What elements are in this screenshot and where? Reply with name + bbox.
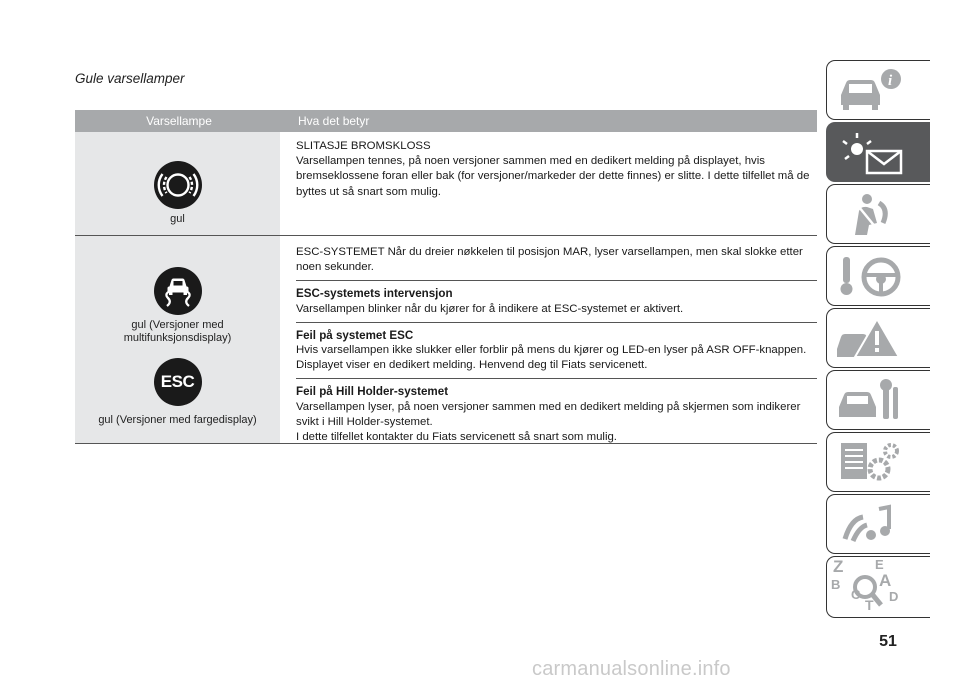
meaning-heading: Feil på systemet ESC xyxy=(296,328,414,342)
index-letter: B xyxy=(831,577,841,592)
index-letter: D xyxy=(889,589,899,604)
index-letter: A xyxy=(879,571,892,590)
warning-lights-table xyxy=(75,110,817,444)
tab-emergency[interactable] xyxy=(826,308,930,368)
meaning-block xyxy=(296,322,817,379)
esc-text-icon xyxy=(153,357,203,407)
header-meaning: Hva det betyr xyxy=(298,114,370,128)
car-info-icon xyxy=(833,65,925,117)
meaning-block xyxy=(296,239,817,280)
section-title: Gule varsellamper xyxy=(75,71,185,86)
car-maintenance-icon xyxy=(833,375,925,427)
key-steering-wheel-icon xyxy=(833,251,925,303)
esc-skid-car-icon xyxy=(153,266,203,316)
tab-knowing-the-car[interactable] xyxy=(826,60,930,120)
meaning-text: ESC-SYSTEMET Når du dreier nøkkelen til posisjon MAR, lyser varsellampen, men skal slokke etter noen sekunder. xyxy=(296,246,803,274)
tab-warning-lights-messages[interactable] xyxy=(826,122,930,182)
meaning-text: Hvis varsellampen ikke slukker eller forblir på mens du kjører og LED-en lyser på ASR OFF-knappen. Displayet viser en dedikert melding. Henvend deg til Fiats servicenett. xyxy=(296,344,807,372)
meaning-cell xyxy=(283,236,817,443)
technical-data-icon xyxy=(833,437,925,489)
table-row xyxy=(75,236,817,444)
meaning-text: Varsellampen blinker når du kjører for å indikere at ESC-systemet er aktivert. xyxy=(296,302,684,315)
tab-index[interactable] xyxy=(826,556,930,618)
svg-text:i: i xyxy=(888,73,893,89)
tab-starting-driving[interactable] xyxy=(826,246,930,306)
chapter-tabs xyxy=(826,60,930,620)
header-warning-light: Varsellampe xyxy=(146,114,212,128)
meaning-block xyxy=(296,378,817,450)
index-letter: T xyxy=(865,597,874,613)
meaning-cell xyxy=(283,132,817,235)
meaning-text: Varsellampen lyser, på noen versjoner sammen med en dedikert melding på skjermen som indikerer svikt i Hill Holder-systemet. xyxy=(296,400,801,428)
warning-light-color-colour-display: gul (Versjoner med fargedisplay) xyxy=(98,414,257,426)
brake-pad-wear-icon xyxy=(153,160,203,210)
meaning-text: Varsellampen tennes, på noen versjoner sammen med en dedikert melding på displayet, hvis bremseklossene foran eller bak (for versjoner/markeder der dette finnes) er slitte. I dette tilfellet må de byttes ut så snart som mulig. xyxy=(296,155,810,198)
watermark: carmanualsonline.info xyxy=(532,658,731,680)
table-header xyxy=(75,110,817,132)
emergency-car-icon xyxy=(833,313,925,365)
meaning-heading: Feil på Hill Holder-systemet xyxy=(296,385,449,399)
index-letter: E xyxy=(875,557,884,572)
warning-light-cell xyxy=(75,236,283,443)
warning-light-color-multifunction: gul (Versjoner med multifunksjonsdisplay) xyxy=(123,319,232,344)
safety-seatbelt-icon xyxy=(833,189,925,241)
warning-light-cell xyxy=(75,132,283,235)
page-number: 51 xyxy=(879,633,897,650)
tab-multimedia[interactable] xyxy=(826,494,930,554)
esc-icon-label: ESC xyxy=(160,372,195,391)
meaning-block xyxy=(296,280,817,321)
tab-technical-data[interactable] xyxy=(826,432,930,492)
meaning-title: SLITASJE BROMSKLOSS xyxy=(296,140,431,152)
warning-light-message-icon xyxy=(833,127,925,179)
tab-safety[interactable] xyxy=(826,184,930,244)
tab-maintenance[interactable] xyxy=(826,370,930,430)
table-row xyxy=(75,132,817,236)
index-letter: C xyxy=(851,587,861,602)
meaning-heading: ESC-systemets intervensjon xyxy=(296,287,453,301)
meaning-text: I dette tilfellet kontakter du Fiats servicenett så snart som mulig. xyxy=(296,431,617,444)
multimedia-icon xyxy=(833,499,925,551)
index-letter: Z xyxy=(833,557,844,576)
warning-light-color: gul xyxy=(170,213,185,225)
